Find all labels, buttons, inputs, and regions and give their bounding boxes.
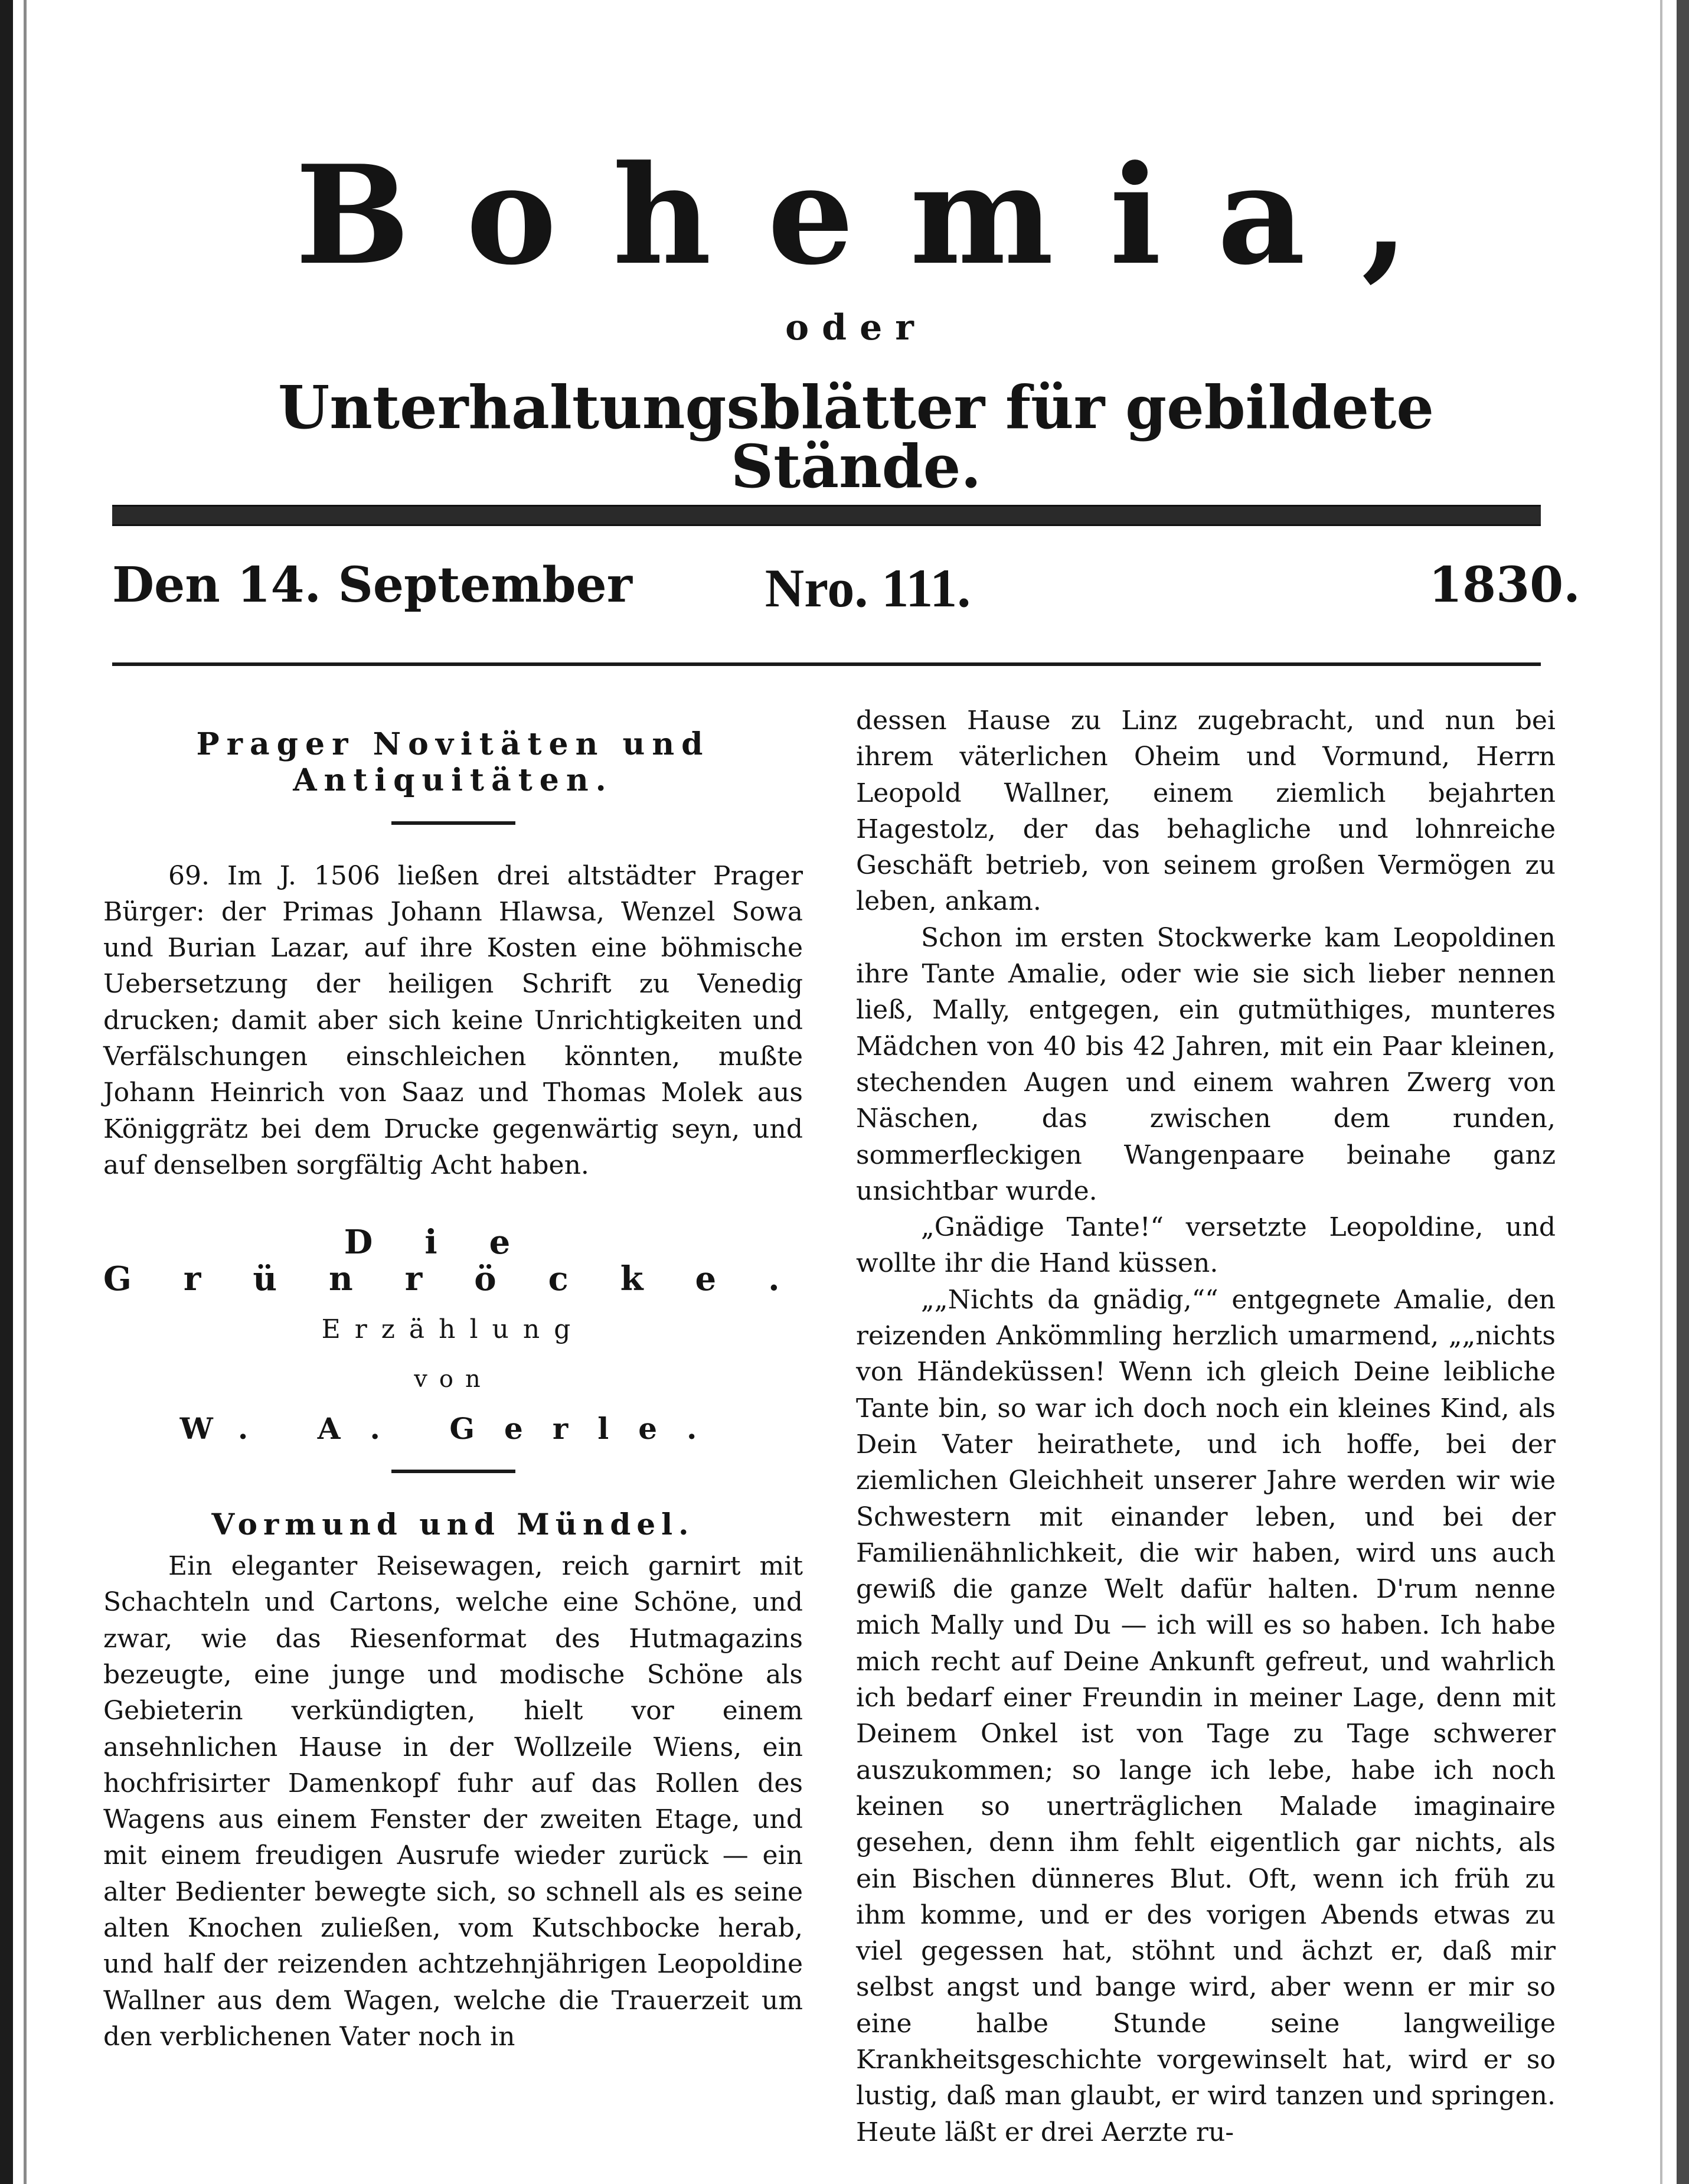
story-divider [391, 1470, 515, 1473]
story-paragraph: Schon im ersten Stockwerke kam Leopoldinen ihre Tante Amalie, oder wie sie sich lieber nennen ließ, Mally, entgegen, ein gutmüthiges, munteres Mädchen von 40 bis 42 Jahren, mit ein Paar kleinen, stechenden Augen und einem wahren Zwerg von Näschen, das zwischen dem runden, sommerfleckigen Wangenpaare beinahe ganz unsichtbar wurde. [856, 922, 1556, 1206]
dateline-rule [112, 662, 1541, 666]
issue-year: 1830. [1429, 557, 1580, 613]
antiquity-entry: 69. Im J. 1506 ließen drei altstädter Prager Bürger: der Primas Johann Hlawsa, Wenzel Sowa und Burian Lazar, auf ihre Kosten eine böhmische Uebersetzung der heiligen Schrift zu Venedig drucken; damit aber sich keine Unrichtigkeiten und Verfälschungen einschleichen könnten, mußte Johann Heinrich von Saaz und Thomas Molek aus Königgrätz bei dem Drucke gegenwärtig seyn, und auf denselben sorgfältig Acht haben. [103, 860, 803, 1180]
story-paragraph: Ein eleganter Reisewagen, reich garnirt mit Schachteln und Cartons, welche eine Schöne, und zwar, wie das Riesenformat des Hutmagazins bezeugte, eine junge und modische Schöne als Gebieterin verkündigten, hielt vor einem ansehnlichen Hause in der Wollzeile Wiens, ein hochfrisirter Damenkopf fuhr auf das Rollen des Wagens aus einem Fenster der zweiten Etage, und mit einem freudigen Ausrufe wieder zurück — ein alter Bedienter bewegte sich, so schnell als es seine alten Knochen zuließen, vom Kutschbocke herab, und half der reizenden achtzehnjährigen Leopoldine Wallner aus dem Wagen, welche die Trauerzeit um den verblichenen Vater noch in [103, 1551, 803, 2052]
binding-edge-right [1677, 0, 1689, 2184]
masthead-title: Bohemia, [295, 136, 1465, 295]
story-by: von [414, 1366, 492, 1393]
binding-line-left [24, 0, 27, 2184]
left-column [103, 703, 832, 2055]
binding-line-right [1660, 0, 1662, 2184]
binding-edge-left [0, 0, 13, 2184]
masthead-rule [112, 505, 1541, 526]
chapter-title: Vormund und Mündel. [211, 1506, 695, 1542]
story-genre: Erzählung [321, 1314, 585, 1344]
story-paragraph-continued: dessen Hause zu Linz zugebracht, und nun bei ihrem väterlichen Oheim und Vormund, Herrn Leopold Wallner, einem ziemlich bejahrten Hagestolz, der das behagliche und lohnreiche Geschäft betrieb, von seinem großen Vermögen zu leben, ankam. [856, 706, 1556, 917]
masthead-subtitle: Unterhaltungsblätter für gebildete Stände. [278, 373, 1434, 501]
issue-number: Nro. 111. [765, 558, 971, 618]
story-author: W. A. Gerle. [179, 1411, 727, 1447]
story-paragraph: „Gnädige Tante!“ versetzte Leopoldine, und wollte ihr die Hand küssen. [856, 1212, 1556, 1279]
antiquities-heading: Prager Novitäten und Antiquitäten. [196, 726, 710, 799]
story-paragraph: „„Nichts da gnädig,““ entgegnete Amalie, den reizenden Ankömmling herzlich umarmend, „„nichts von Händeküssen! Wenn ich gleich Deine leibliche Tante bin, so war ich doch noch ein kleines Kind, als Dein Vater heirathete, und ich hoffe, bei der ziemlichen Gleichheit unserer Jahre werden wir wie Schwestern mit einander leben, und bei der Familienähnlichkeit, die wir haben, wird uns auch gewiß die ganze Welt dafür halten. D'rum nenne mich Mally und Du — ich will es so haben. Ich habe mich recht auf Deine Ankunft gefreut, und wahrlich ich bedarf einer Freundin in meiner Lage, denn mit Deinem Onkel ist von Tage zu Tage schwerer auszukommen; so lange ich lebe, habe ich noch keinen so unerträglichen Malade imaginaire gesehen, denn ihm fehlt eigentlich gar nichts, als ein Bischen dünneres Blut. Oft, wenn ich früh zu ihm komme, und er des vorigen Abends etwas zu viel gegessen hat, stöhnt und ächzt er, daß mir selbst angst und bange wird, aber wenn er mir so eine halbe Stunde seine langweilige Krankheitsgeschichte vorgewinselt hat, wird er so lustig, daß man glaubt, er wird tanzen und springen. Heute läßt er drei Aerzte ru- [856, 1284, 1556, 2147]
section-divider [391, 821, 515, 825]
masthead-oder: oder [785, 307, 927, 348]
right-column [856, 703, 1556, 2150]
story-title: Die Grünröcke. [103, 1223, 832, 1298]
issue-date: Den 14. September [112, 557, 632, 613]
